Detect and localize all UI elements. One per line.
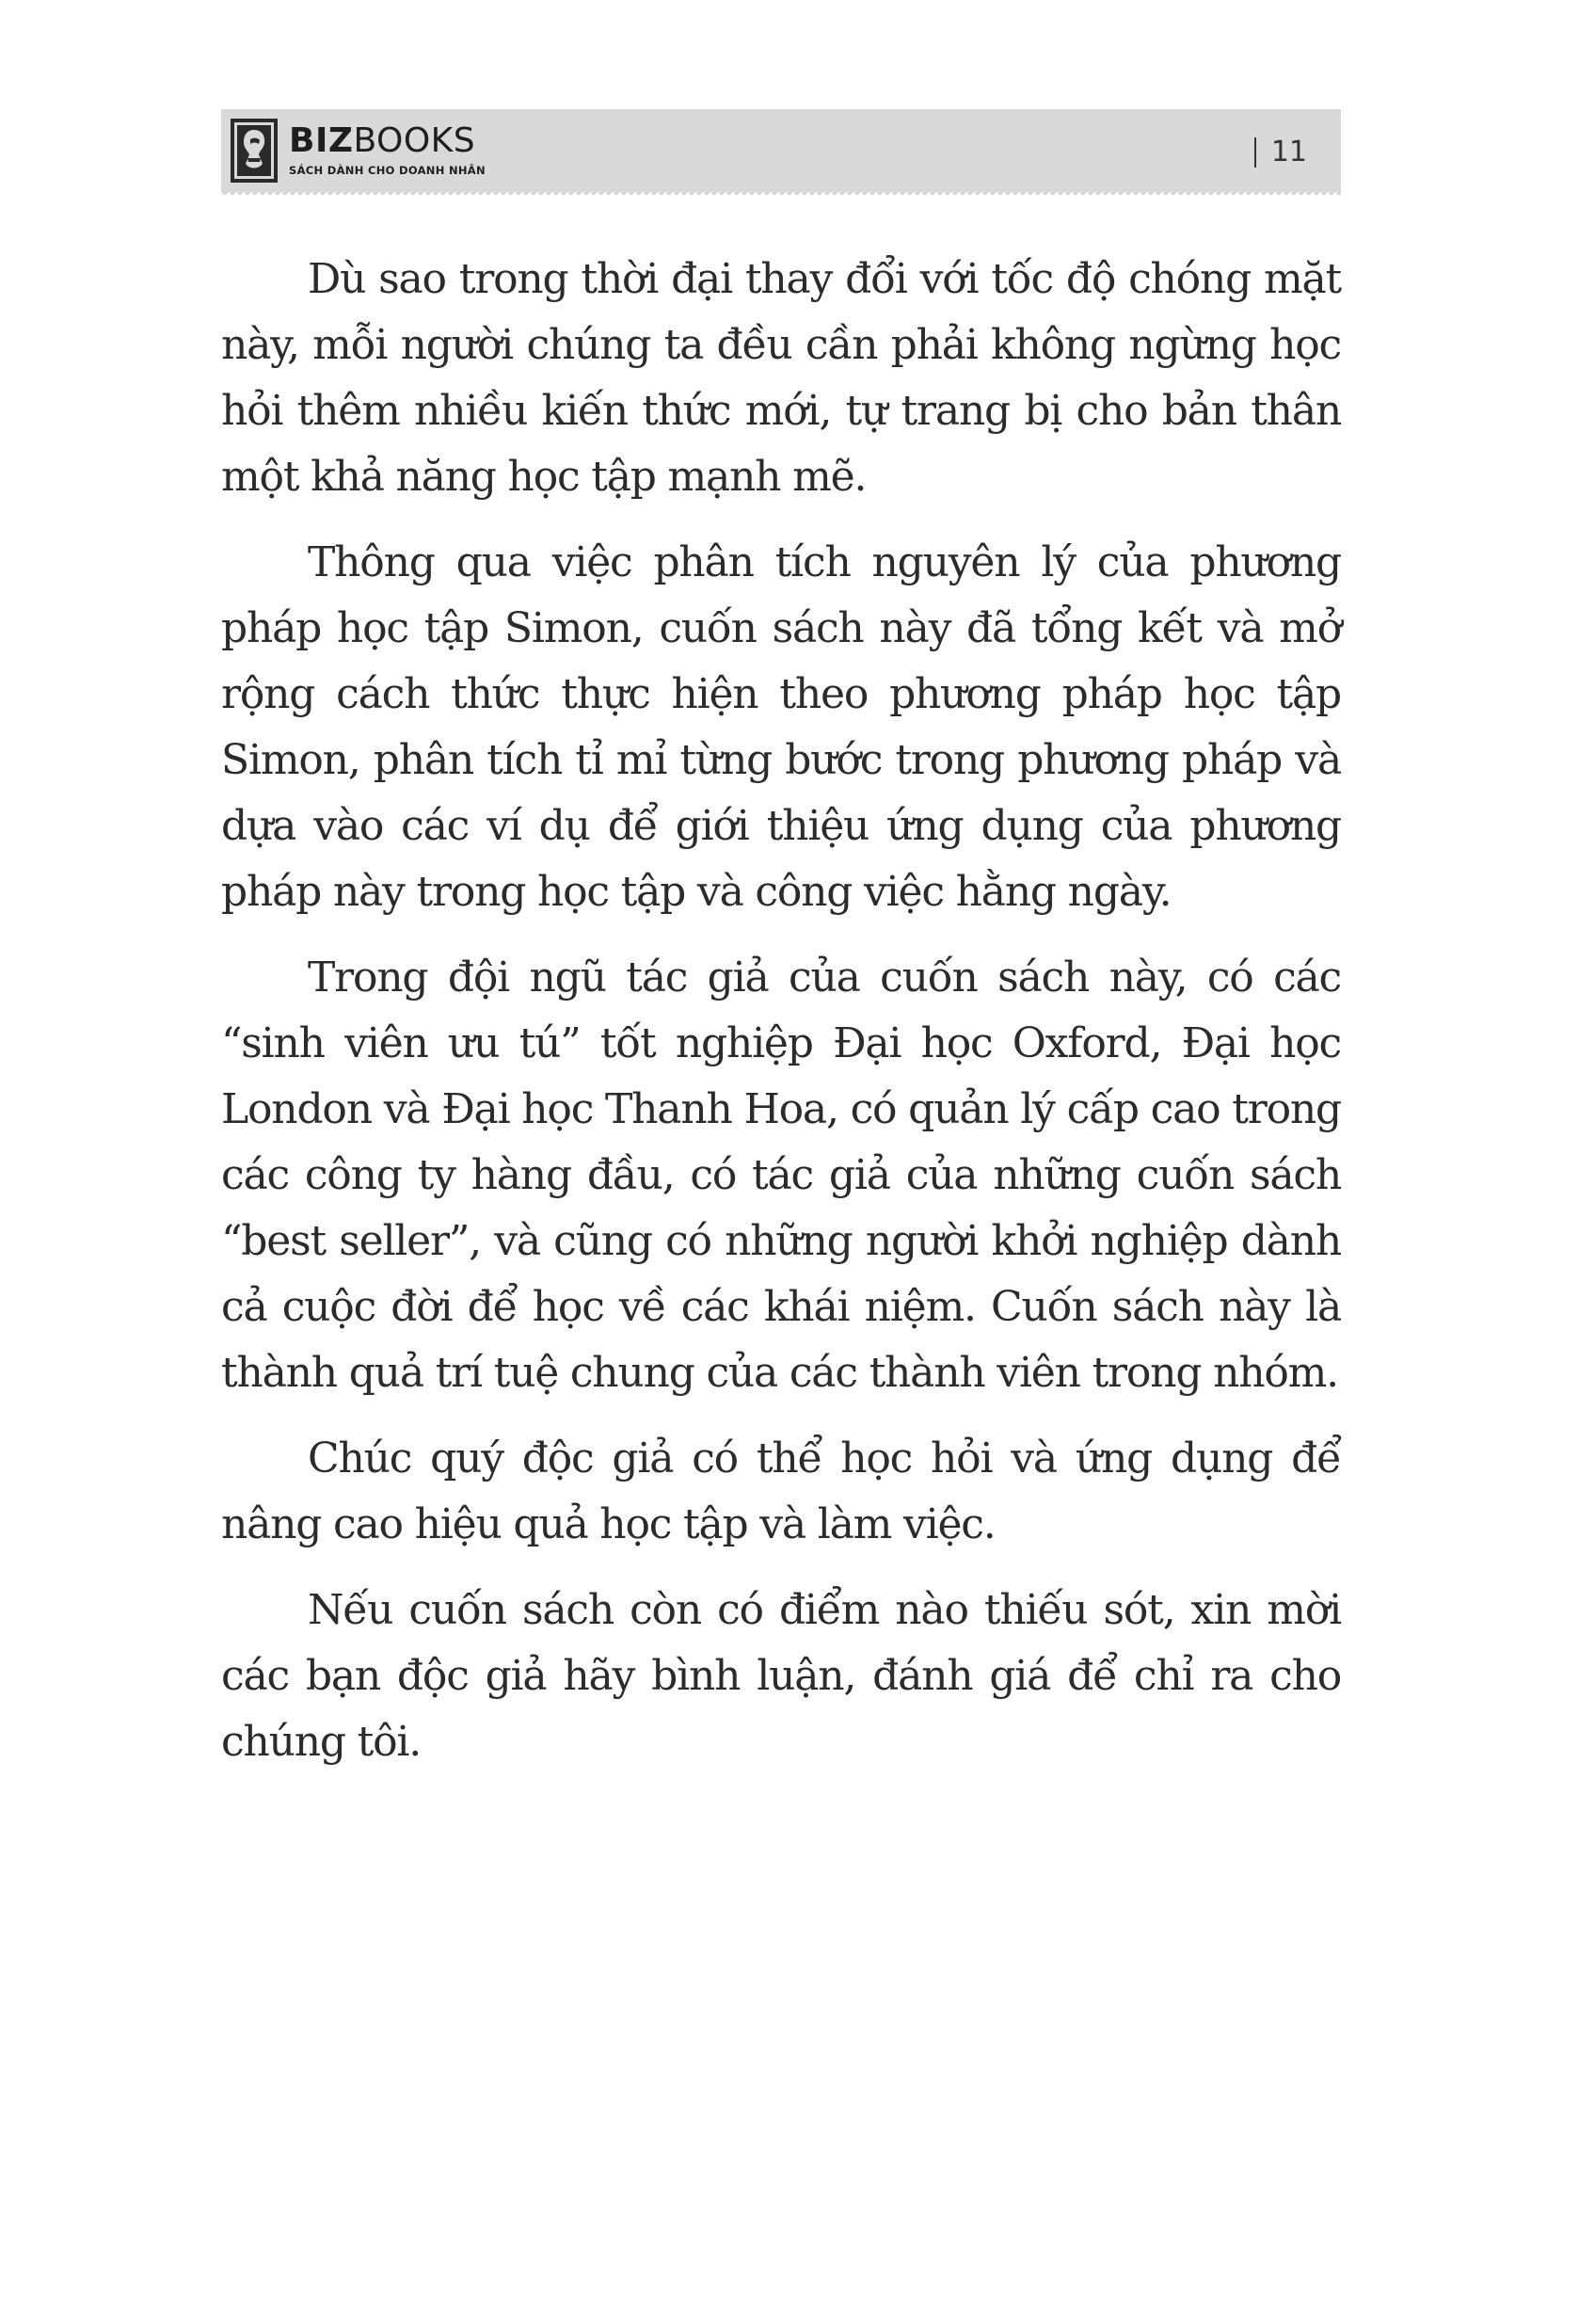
brand-tagline: SÁCH DÀNH CHO DOANH NHÂN [289,164,486,177]
paragraph: Thông qua việc phân tích nguyên lý của phương pháp học tập Simon, cuốn sách này đã tổng kết và mở rộng cách thức thực hiện theo phương pháp học tập Simon, phân tích tỉ mỉ từng bước trong phương pháp và dựa vào các ví dụ để giới thiệu ứng dụng của phương pháp này trong học tập và công việc hằng ngày. [221,538,1341,916]
page-number-value: 11 [1270,136,1307,168]
page-number [1254,136,1307,169]
page-header [221,109,1341,192]
page-number-divider [1254,137,1256,168]
brand-name: BIZBOOKS [289,121,476,160]
paragraph: Trong đội ngũ tác giả của cuốn sách này, có các “sinh viên ưu tú” tốt nghiệp Đại học Oxford, Đại học London và Đại học Thanh Hoa, có quản lý cấp cao trong các công ty hàng đầu, có tác giả của những cuốn sách “best seller”, và cũng có những người khởi nghiệp dành cả cuộc đời để học về các khái niệm. Cuốn sách này là thành quả trí tuệ chung của các thành viên trong nhóm. [221,954,1341,1397]
paragraph: Chúc quý độc giả có thể học hỏi và ứng dụng để nâng cao hiệu quả học tập và làm việc. [221,1434,1341,1548]
publisher-logo [231,119,486,183]
paragraph: Nếu cuốn sách còn có điểm nào thiếu sót, xin mời các bạn độc giả hãy bình luận, đánh giá để chỉ ra cho chúng tôi. [221,1586,1341,1766]
page-body [221,247,1341,1795]
paragraph: Dù sao trong thời đại thay đổi với tốc độ chóng mặt này, mỗi người chúng ta đều cần phải không ngừng học hỏi thêm nhiều kiến thức mới, tự trang bị cho bản thân một khả năng học tập mạnh mẽ. [221,255,1341,501]
bizbooks-logo-icon [231,119,278,183]
